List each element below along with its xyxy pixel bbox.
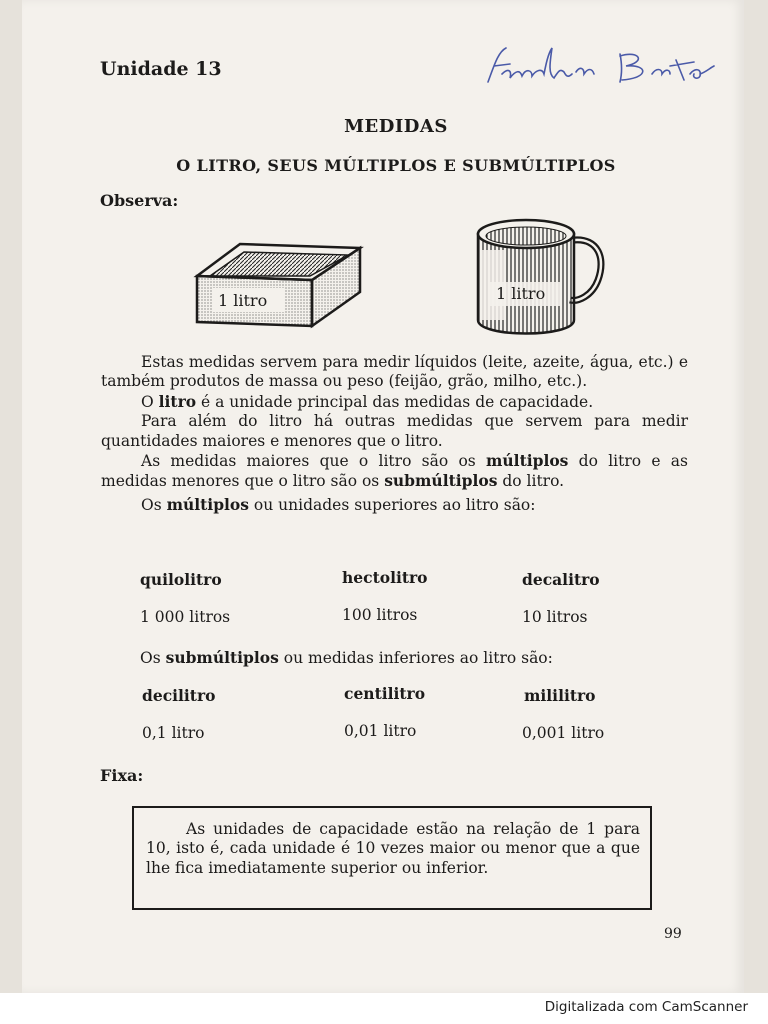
multiple-value-3: 10 litros xyxy=(522,608,588,626)
p4-a: As medidas maiores que o litro são os xyxy=(141,452,487,471)
p4-b: múltiplos xyxy=(486,451,569,471)
book-page xyxy=(22,0,744,993)
fixa-label: Fixa: xyxy=(100,766,144,785)
scanner-watermark: Digitalizada com CamScanner xyxy=(544,999,748,1015)
intro-text xyxy=(101,353,688,515)
handwritten-signature xyxy=(480,44,720,94)
page-number: 99 xyxy=(664,926,682,942)
p2-pre: O xyxy=(141,392,159,411)
multiple-name-3: decalitro xyxy=(522,570,600,589)
paragraph-1: Estas medidas servem para medir líquidos (leite, azeite, água, etc.) e também produtos de massa ou peso (feijão, grão, milho, etc.). xyxy=(101,353,688,391)
box-drawing xyxy=(192,236,367,331)
box-label: 1 litro xyxy=(218,291,268,310)
unit-heading: Unidade 13 xyxy=(100,58,222,80)
submultiple-value-2: 0,01 litro xyxy=(344,722,417,740)
submultiple-name-2: centilitro xyxy=(344,684,426,703)
p4-d: submúltiplos xyxy=(384,471,498,491)
fixa-text: As unidades de capacidade estão na relação de 1 para 10, isto é, cada unidade é 10 vezes maior ou menor que a que lhe fica imediatamente superior ou inferior. xyxy=(146,820,640,877)
fixa-box xyxy=(132,806,652,910)
paragraph-3: Para além do litro há outras medidas que servem para medir quantidades maiores e menores que o litro. xyxy=(101,412,688,450)
mug-label: 1 litro xyxy=(496,284,546,303)
mi-a: Os xyxy=(141,495,167,514)
si-a: Os xyxy=(140,649,166,667)
p4-c: do litro e as medidas menores que o litro são os xyxy=(101,452,688,491)
submultiple-value-1: 0,1 litro xyxy=(142,724,205,742)
multiples-intro xyxy=(101,495,688,515)
p4-e: do litro. xyxy=(497,472,565,491)
page-title: MEDIDAS xyxy=(344,116,448,137)
mi-c: ou unidades superiores ao litro são: xyxy=(249,495,536,514)
mug-drawing xyxy=(470,210,605,340)
paragraph-2 xyxy=(101,392,688,412)
submultiple-value-3: 0,001 litro xyxy=(522,724,605,742)
submultiple-name-3: mililitro xyxy=(524,686,596,705)
multiple-name-1: quilolitro xyxy=(140,570,222,589)
multiple-value-1: 1 000 litros xyxy=(140,608,231,626)
page-subtitle: O LITRO, SEUS MÚLTIPLOS E SUBMÚLTIPLOS xyxy=(176,156,616,175)
box-illustration xyxy=(192,236,367,331)
si-c: ou medidas inferiores ao litro são: xyxy=(278,649,553,667)
multiple-name-2: hectolitro xyxy=(342,568,428,587)
multiple-value-2: 100 litros xyxy=(342,606,418,624)
p2-bold: litro xyxy=(158,391,197,411)
p2-post: é a unidade principal das medidas de capacidade. xyxy=(196,392,594,411)
submultiple-name-1: decilitro xyxy=(142,686,216,705)
si-b: submúltiplos xyxy=(165,648,279,667)
mi-b: múltiplos xyxy=(166,494,249,514)
mug-illustration xyxy=(470,210,605,340)
paragraph-4 xyxy=(101,451,688,492)
observe-label: Observa: xyxy=(100,191,179,210)
submultiples-intro xyxy=(140,648,553,667)
